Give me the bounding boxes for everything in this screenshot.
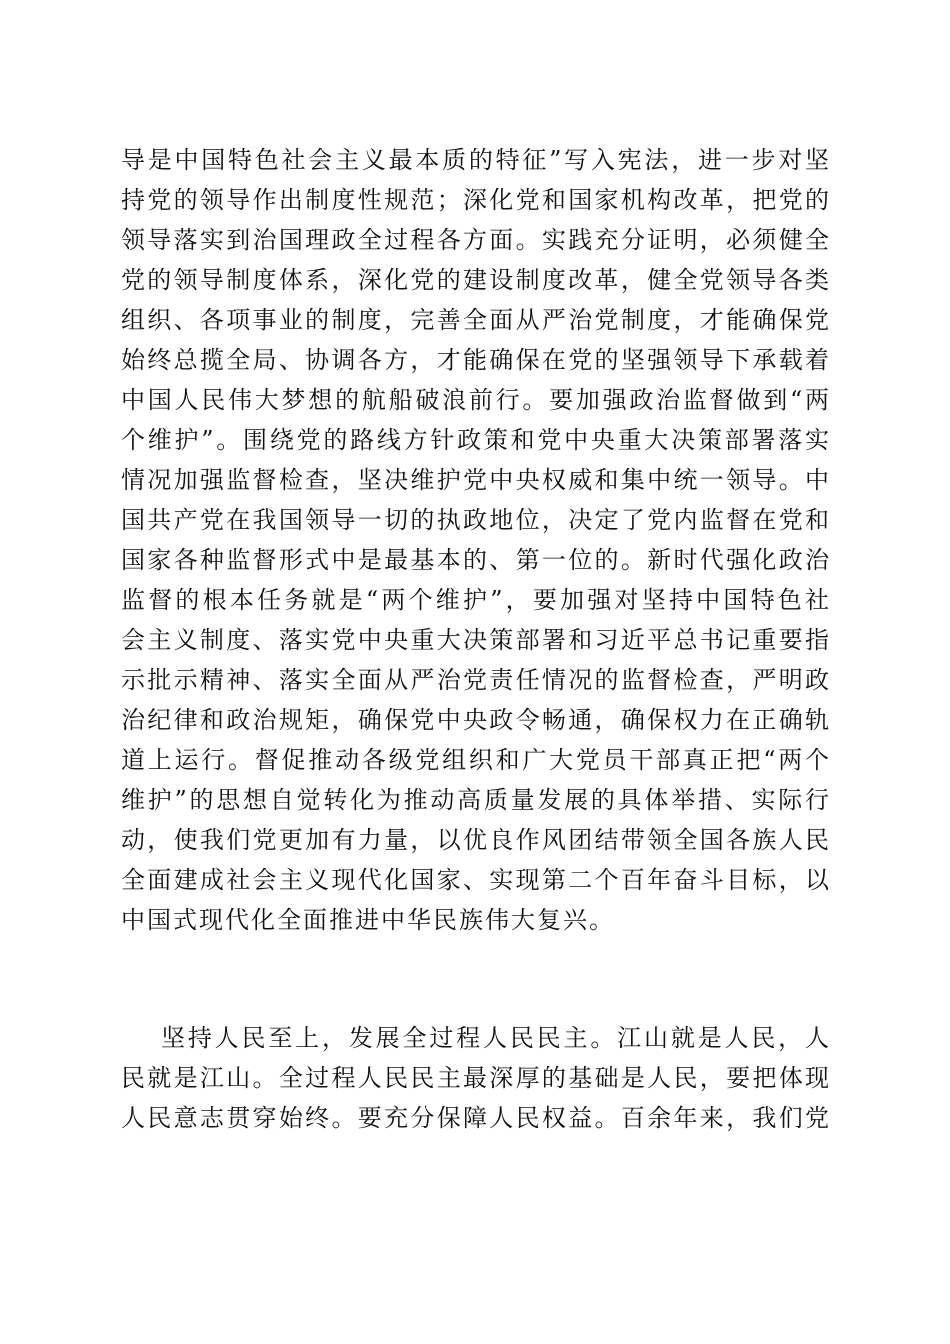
paragraph-line: 道上运行。督促推动各级党组织和广大党员干部真正把“两个 — [121, 746, 831, 774]
paragraph-line: 监督的根本任务就是“两个维护”，要加强对坚持中国特色社 — [121, 586, 831, 614]
paragraph-line: 组织、各项事业的制度，完善全面从严治党制度，才能确保党 — [121, 306, 831, 334]
paragraph-line: 国家各种监督形式中是最基本的、第一位的。新时代强化政治 — [121, 546, 831, 574]
paragraph-line: 情况加强监督检查，坚决维护党中央权威和集中统一领导。中 — [121, 466, 831, 494]
paragraph-line: 治纪律和政治规矩，确保党中央政令畅通，确保权力在正确轨 — [121, 706, 831, 734]
paragraph-line: 示批示精神、落实全面从严治党责任情况的监督检查，严明政 — [121, 666, 831, 694]
paragraph-line: 坚持人民至上，发展全过程人民民主。江山就是人民，人 — [161, 1024, 831, 1052]
paragraph-line: 维护”的思想自觉转化为推动高质量发展的具体举措、实际行 — [121, 786, 831, 814]
paragraph-line: 中国人民伟大梦想的航船破浪前行。要加强政治监督做到“两 — [121, 386, 831, 414]
paragraph-1 — [121, 140, 831, 940]
paragraph-2 — [121, 1018, 831, 1138]
paragraph-line: 始终总揽全局、协调各方，才能确保在党的坚强领导下承载着 — [121, 346, 831, 374]
paragraph-line: 导是中国特色社会主义最本质的特征”写入宪法，进一步对坚 — [121, 146, 831, 174]
paragraph-line: 领导落实到治国理政全过程各方面。实践充分证明，必须健全 — [121, 226, 831, 254]
paragraph-line: 会主义制度、落实党中央重大决策部署和习近平总书记重要指 — [121, 626, 831, 654]
paragraph-line: 个维护”。围绕党的路线方针政策和党中央重大决策部署落实 — [121, 426, 831, 454]
paragraph-line: 国共产党在我国领导一切的执政地位，决定了党内监督在党和 — [121, 506, 831, 534]
paragraph-line: 人民意志贯穿始终。要充分保障人民权益。百余年来，我们党 — [121, 1104, 831, 1132]
paragraph-line: 动，使我们党更加有力量，以优良作风团结带领全国各族人民 — [121, 826, 831, 854]
paragraph-line: 全面建成社会主义现代化国家、实现第二个百年奋斗目标，以 — [121, 866, 831, 894]
paragraph-line: 中国式现代化全面推进中华民族伟大复兴。 — [121, 906, 615, 934]
paragraph-line: 持党的领导作出制度性规范；深化党和国家机构改革，把党的 — [121, 186, 831, 214]
paragraph-line: 民就是江山。全过程人民民主最深厚的基础是人民，要把体现 — [121, 1064, 831, 1092]
paragraph-line: 党的领导制度体系，深化党的建设制度改革，健全党领导各类 — [121, 266, 831, 294]
